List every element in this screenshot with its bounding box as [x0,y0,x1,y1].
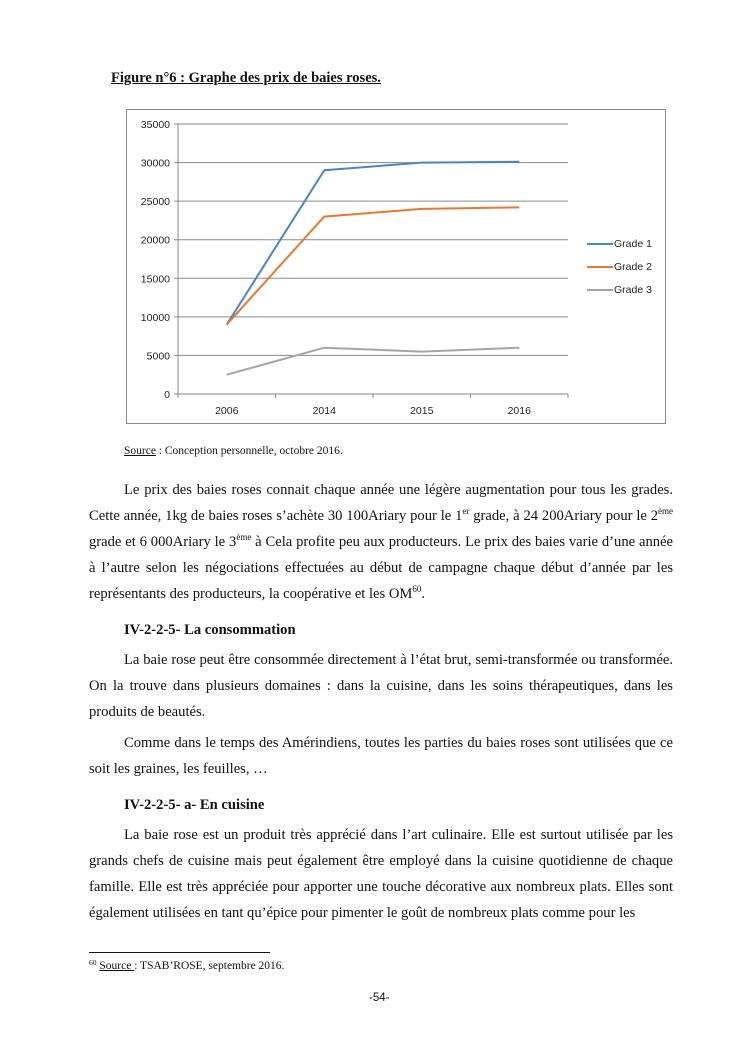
paragraph-prices [89,477,673,607]
x-tick-label: 2015 [410,405,434,417]
superscript: ème [236,532,252,542]
y-tick-label: 20000 [140,234,170,247]
series-line-grade-1 [227,162,520,325]
chart-legend [587,232,652,301]
section-heading-consommation: IV-2-2-5- La consommation [124,622,296,638]
y-tick-label: 0 [164,389,170,401]
footnote-ref: 60 [412,584,422,594]
text-span: . [421,586,426,602]
legend-swatch-icon [587,266,613,268]
legend-item [587,255,652,278]
legend-label: Grade 3 [614,283,652,296]
text-span: grade, à 24 200Ariary pour le 2 [469,508,659,524]
legend-label: Grade 1 [614,237,652,250]
x-tick-label: 2016 [507,405,531,417]
text-span: à Cela profite peu aux producteurs. Le prix des baies varie d’une année à l’autre selon les négociations effectuées au début de campagne chaque début d’année par les représentants des producteurs, la coopérative et les OM [89,534,673,602]
series-line-grade-2 [227,207,520,324]
page-number: -54- [369,992,390,1004]
x-tick-label: 2014 [312,405,336,417]
legend-label: Grade 2 [614,260,652,273]
paragraph-consommation: La baie rose peut être consommée directement à l’état brut, semi-transformée ou transformée. On la trouve dans plusieurs domaines : dans la cuisine, dans les soins thérapeutiques, dans les produits de beautés. [89,652,673,720]
superscript: er [462,506,470,516]
y-tick-label: 25000 [140,196,170,209]
footnote-number: 60 [89,958,97,967]
legend-item [587,278,652,301]
x-tick-label: 2006 [215,405,239,417]
y-tick-label: 30000 [140,157,170,170]
y-tick-label: 5000 [146,350,170,363]
figure-title: Figure n°6 : Graphe des prix de baies roses. [111,70,381,86]
line-chart [126,109,666,424]
series-line-grade-3 [227,348,520,375]
text-span: Le prix des baies roses connait chaque année une légère augmentation pour tous les grades. Cette année, 1kg de baies roses s’achète 30 100Ariary pour le 1 [89,482,673,524]
footnote-text: : TSAB’ROSE, septembre 2016. [134,960,285,972]
chart-plot-area [127,110,667,425]
y-tick-label: 10000 [140,311,170,324]
y-tick-label: 35000 [140,119,170,131]
section-heading-cuisine: IV-2-2-5- a- En cuisine [124,797,265,813]
paragraph-amerindiens: Comme dans le temps des Amérindiens, toutes les parties du baies roses sont utilisées que ce soit les graines, les feuilles, … [89,735,673,777]
legend-item [587,232,652,255]
footnote [89,960,284,972]
footnote-label: Source [99,960,135,972]
footnote-divider [89,952,270,953]
source-label: Source [124,445,156,457]
figure-source [124,445,343,457]
legend-swatch-icon [587,289,613,291]
paragraph-cuisine: La baie rose est un produit très apprécié dans l’art culinaire. Elle est surtout utilisée par les grands chefs de cuisine mais peut également être employé dans la cuisine quotidienne de chaque famille. Elle est très appréciée pour apporter une touche décorative aux nombreux plats. Elles sont également utilisées en tant qu’épice pour pimenter le goût de nombreux plats comme pour les [89,827,673,921]
text-span: grade et 6 000Ariary le 3 [89,534,237,550]
superscript: ème [658,506,674,516]
legend-swatch-icon [587,243,613,245]
y-tick-label: 15000 [140,273,170,286]
source-text: : Conception personnelle, octobre 2016. [155,445,343,457]
